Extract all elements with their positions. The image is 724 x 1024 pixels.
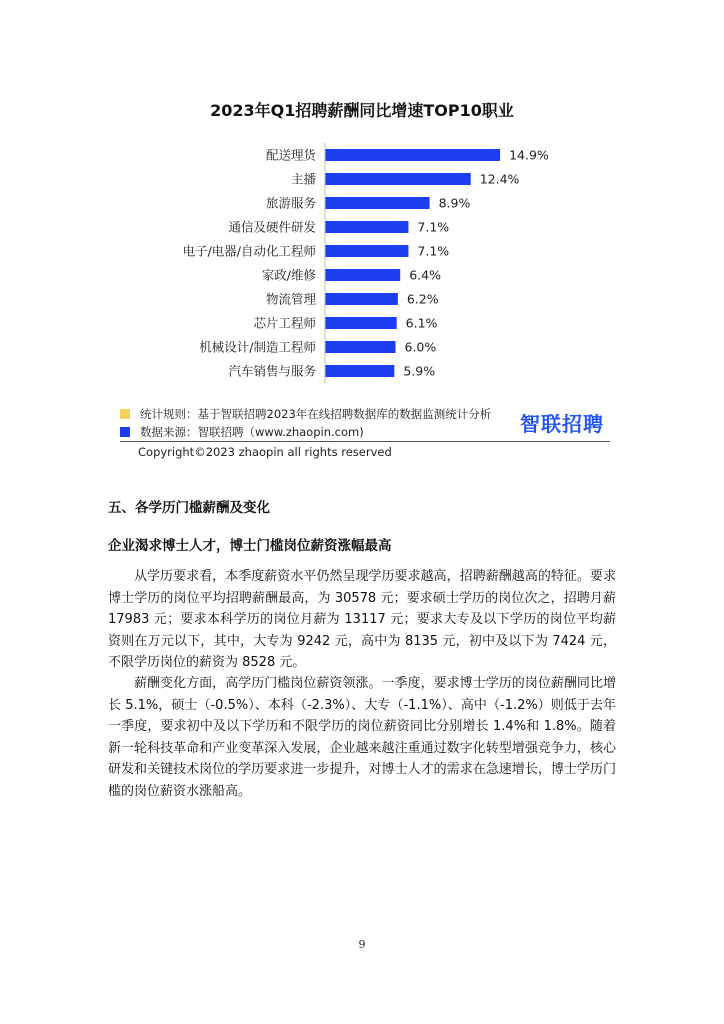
paragraph-1: 从学历要求看，本季度薪资水平仍然呈现学历要求越高，招聘薪酬越高的特征。要求博士学历的岗位平均招聘薪酬最高，为 30578 元；要求硕士学历的岗位次之，招聘月薪 17983 元；要求本科学历的岗位月薪为 13117 元；要求大专及以下学历的岗位平均薪资则在万元以下，其中，大专为 9242 元，高中为 8135 元，初中及以下为 7424 元，不限学历岗位的薪资为 8528 元。 [108,569,616,671]
data-label: 14.9% [509,147,549,163]
legend-rule-text: 统计规则：基于智联招聘2023年在线招聘数据库的数据监测统计分析 [140,407,492,421]
bar [325,269,400,281]
bar [325,245,408,257]
data-label: 6.4% [409,267,441,283]
section-heading: 五、各学历门槛薪酬及变化 [108,500,270,516]
category-label: 物流管理 [265,291,316,307]
data-label: 6.1% [405,315,438,331]
data-label: 5.9% [403,363,436,379]
data-label: 7.1% [417,243,450,259]
zhaopin-logo: 智联招聘 [520,412,604,436]
bar [325,365,394,377]
category-label: 电子/电器/自动化工程师 [182,243,316,259]
category-label: 机械设计/制造工程师 [199,339,316,355]
sub-heading: 企业渴求博士人才，博士门槛岗位薪资涨幅最高 [108,538,392,554]
bar [325,317,397,329]
copyright-text: Copyright©2023 zhaopin all rights reserved [138,445,392,459]
bar-chart [0,135,724,385]
data-label: 12.4% [479,171,520,187]
legend-rule-swatch [120,409,130,419]
data-label: 7.1% [417,219,450,235]
category-label: 家政/维修 [261,267,316,283]
bar [325,221,408,233]
data-label: 6.0% [404,339,437,355]
legend-separator [120,441,610,442]
category-label: 汽车销售与服务 [228,363,316,379]
data-label: 8.9% [438,195,471,211]
data-label: 6.2% [406,291,439,307]
category-label: 通信及硬件研发 [228,219,316,235]
paragraph-2: 薪酬变化方面，高学历门槛岗位薪资领涨。一季度，要求博士学历的岗位薪酬同比增长 5.1%，硕士（-0.5%）、本科（-2.3%）、大专（-1.1%）、高中（-1.2%）则低于去年一季度，要求初中及以下学历和不限学历的岗位薪资同比分别增长 1.4%和 1.8%。随着新一轮科技革命和产业变革深入发展，企业越来越注重通过数字化转型增强竞争力，核心研发和关键技术岗位的学历要求进一步提升，对博士人才的需求在急速增长，博士学历门槛的岗位薪资水涨船高。 [108,676,616,799]
category-label: 芯片工程师 [253,315,316,331]
bar [325,173,471,185]
legend-source-swatch [120,427,130,437]
category-label: 旅游服务 [265,195,316,211]
bar [325,293,398,305]
page-number: 9 [358,938,366,951]
bar [325,197,430,209]
bar [325,149,500,161]
chart-title: 2023年Q1招聘薪酬同比增速TOP10职业 [210,101,514,120]
category-label: 配送理货 [265,147,316,163]
category-label: 主播 [290,171,316,187]
bar [325,341,396,353]
legend-source-text: 数据来源：智联招聘（www.zhaopin.com) [140,425,364,439]
